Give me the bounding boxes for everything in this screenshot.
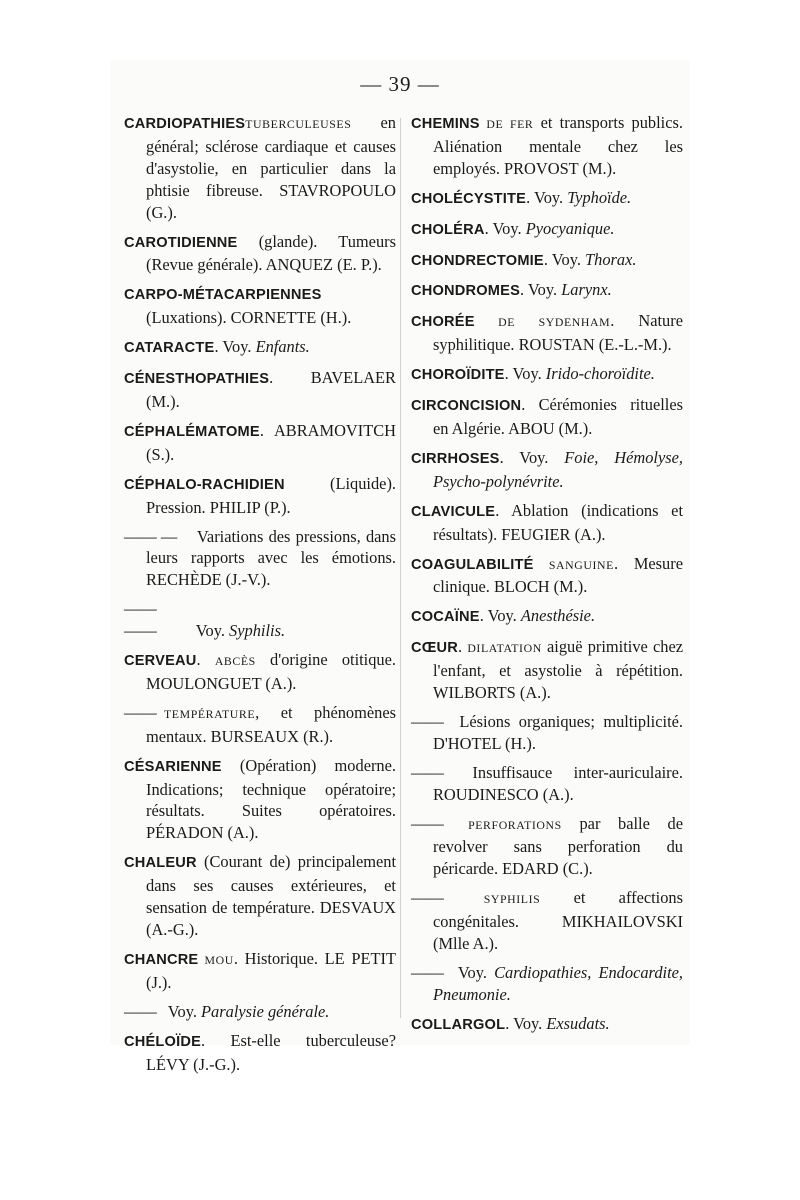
index-entry [411, 310, 683, 356]
entry-dash: —— —— [124, 599, 157, 641]
index-entry [124, 473, 396, 519]
entry-heading: CŒUR [411, 640, 459, 657]
entry-text: . Voy. [526, 187, 568, 207]
left-column [124, 112, 396, 1082]
entry-heading: CHEMINS [411, 116, 480, 132]
entry-dash: —— [411, 888, 444, 908]
entry-dash: —— [124, 1001, 157, 1021]
entry-crossref: Enfants. [255, 337, 310, 357]
entry-text: . Voy. [499, 447, 565, 467]
index-entry [411, 112, 683, 180]
crossref-italic [201, 1002, 329, 1021]
entry-text: en général; sclérose cardiaque et causes d'asystolie, en particulier dans la phtisie fibreuse. STAVROPOULO (G.). [146, 113, 396, 222]
entry-heading: CHALEUR [124, 855, 197, 872]
entry-text: Variations des pressions, dans leurs rapports avec les émotions. RECHÈDE (J.-V.). [146, 526, 396, 590]
entry-text: . Nature syphilitique. ROUSTAN (E.-L.-M.). [433, 311, 683, 355]
entry-heading: CHOLÉCYSTITE [411, 190, 527, 207]
crossref-italic [567, 188, 631, 207]
entry-heading: CARPO-MÉTACARPIENNES [124, 287, 322, 304]
entry-subheading: DE SYDENHAM [474, 315, 611, 330]
index-entry [124, 598, 396, 642]
index-entry [411, 249, 683, 273]
entry-text: aiguë primitive chez l'enfant, et asystolie à répétition. WILBORTS (A.). [433, 637, 683, 703]
index-entry [411, 813, 683, 881]
entry-subheading: DE FER [479, 117, 534, 131]
index-entry [124, 112, 396, 224]
index-entry [411, 279, 683, 303]
entry-heading: CHANCRE [124, 951, 199, 968]
entry-subheading: ABCÈS [214, 654, 256, 669]
entry-text: d'origine otitique. MOULONGUET (A.). [146, 650, 396, 693]
entry-text: . Est-elle tuberculeuse? LÉVY (J.-G.). [146, 1030, 396, 1074]
index-entry [411, 962, 683, 1006]
entry-subheading: MOU [198, 952, 234, 967]
entry-subheading: SANGUINE [533, 557, 614, 572]
entry-text: . BAVELAER (M.). [146, 368, 396, 411]
index-entry [124, 755, 396, 845]
index-entry [124, 948, 396, 994]
entry-text: . Voy. [504, 364, 546, 384]
entry-heading: CHOLÉRA [411, 221, 485, 238]
entry-text: . ABRAMOVITCH (S.). [146, 420, 396, 464]
entry-text: . Voy. [479, 606, 521, 626]
index-entry [411, 887, 683, 955]
index-entry [124, 1030, 396, 1076]
index-entry [411, 636, 683, 704]
entry-text: . Voy. [543, 249, 586, 269]
entry-heading: COAGULABILITÉ [411, 556, 534, 573]
index-entry [411, 762, 683, 806]
entry-dash: —— [411, 963, 444, 982]
entry-text: . Mesure clinique. BLOCH (M.). [433, 553, 683, 597]
entry-text: . Historique. LE PETIT (J.). [146, 948, 396, 992]
entry-dash: —— [411, 813, 444, 833]
index-entry [411, 1013, 683, 1037]
index-entry [411, 394, 683, 440]
index-entry [124, 1001, 396, 1023]
right-column [411, 112, 683, 1044]
entry-heading: CLAVICULE [411, 503, 496, 520]
index-entry [124, 283, 396, 329]
entry-text: Voy. [192, 621, 230, 641]
entry-text: Voy. [451, 963, 495, 982]
index-entry [124, 336, 396, 360]
entry-heading: CAROTIDIENNE [124, 234, 238, 251]
entry-crossref: Exsudats. [546, 1013, 610, 1033]
entry-heading: COCAÏNE [411, 609, 480, 626]
entry-heading: CÉPHALO-RACHIDIEN [124, 476, 285, 493]
entry-heading: CHONDROMES [411, 283, 521, 300]
entry-heading: CHONDRECTOMIE [411, 252, 544, 269]
entry-heading: CIRRHOSES [411, 450, 500, 467]
index-entry [411, 218, 683, 242]
entry-text: Lésions organiques; multiplicité. D'HOTEL (H.). [433, 711, 683, 753]
index-entry [124, 231, 396, 277]
entry-heading: CIRCONCISION [411, 398, 522, 415]
index-entry [411, 553, 683, 599]
entry-subheading: PERFORATIONS [451, 817, 562, 832]
entry-dash: —— — [124, 526, 178, 546]
crossref-italic [256, 337, 310, 356]
crossref-italic [546, 1014, 609, 1033]
crossref-italic [229, 621, 285, 640]
entry-crossref: Syphilis. [229, 621, 286, 641]
entry-dash: —— [124, 702, 157, 722]
entry-text: (Opération) moderne. Indications; technique opératoire; résultats. Suites opératoires. PÉRADON (A.). [146, 755, 396, 843]
entry-text: Voy. [164, 1001, 202, 1021]
entry-heading: CÉNESTHOPATHIES [124, 371, 270, 388]
entry-text: (Courant de) principalement dans ses causes extérieures, et sensation de température. DESVAUX (A.-G.). [146, 852, 396, 939]
entry-text: . Voy. [520, 280, 562, 300]
index-entry [411, 363, 683, 387]
entry-text: Insuffisauce inter-auriculaire. ROUDINESCO (A.). [433, 762, 683, 804]
entry-heading: COLLARGOL [411, 1016, 506, 1033]
entry-text: . [458, 637, 468, 657]
entry-heading: CHORÉE [411, 314, 475, 331]
entry-heading: CÉSARIENNE [124, 758, 222, 775]
entry-text: . Voy. [214, 337, 256, 357]
index-entry [411, 500, 683, 546]
entry-crossref: Foie, Hémolyse, Psycho-polynévrite. [433, 447, 683, 491]
index-entry [124, 702, 396, 748]
entry-crossref: Larynx. [561, 280, 612, 300]
entry-text: et affections congénitales. MIKHAILOVSKI (Mlle A.). [433, 888, 683, 954]
entry-subheading: SYPHILIS [451, 892, 541, 907]
entry-heading: CARDIOPATHIES [124, 116, 246, 132]
entry-text: (glande). Tumeurs (Revue générale). ANQUEZ (E. P.). [146, 231, 396, 275]
entry-subheading: DILATATION [467, 641, 542, 656]
crossref-italic [585, 250, 636, 269]
index-entry [411, 711, 683, 755]
entry-heading: CHOROÏDITE [411, 367, 505, 384]
entry-subheading: TUBERCULEUSES [245, 117, 352, 131]
entry-crossref: Cardiopathies, Endocardite, Pneumonie. [433, 963, 683, 1004]
entry-text: . Voy. [484, 218, 526, 238]
index-entry [124, 526, 396, 592]
crossref-italic [521, 606, 595, 625]
crossref-italic [561, 280, 612, 299]
index-entry [124, 420, 396, 466]
index-entry [124, 851, 396, 941]
entry-text: (Liquide). Pression. PHILIP (P.). [146, 473, 396, 517]
entry-text: . [196, 650, 215, 670]
entry-subheading: TEMPÉRATURE [164, 706, 256, 721]
entry-crossref: Typhoïde. [567, 187, 632, 207]
entry-heading: CATARACTE [124, 340, 215, 357]
entry-text: , et phénomènes mentaux. BURSEAUX (R.). [146, 702, 396, 746]
entry-dash: —— [411, 762, 444, 782]
entry-text: . Cérémonies rituelles en Algérie. ABOU (M.). [433, 395, 683, 438]
entry-text: par balle de revolver sans perforation du péricarde. EDARD (C.). [433, 813, 684, 879]
entry-heading: CÉPHALÉMATOME [124, 423, 260, 440]
crossref-italic [546, 364, 655, 383]
entry-crossref: Thorax. [585, 249, 637, 269]
entry-text: et transports publics. Aliénation mentale chez les employés. PROVOST (M.). [433, 113, 683, 178]
entry-heading: CHÉLOÏDE [124, 1033, 202, 1050]
entry-crossref: Anesthésie. [520, 606, 596, 626]
index-entry [124, 649, 396, 695]
entry-text: . Voy. [505, 1013, 547, 1033]
page-number: — 39 — [360, 72, 440, 96]
index-entry [411, 187, 683, 211]
entry-heading: CERVEAU [124, 653, 197, 670]
entry-crossref: Paralysie générale. [201, 1001, 330, 1021]
index-entry [124, 367, 396, 413]
index-entry [411, 447, 683, 493]
entry-text: (Luxations). CORNETTE (H.). [146, 308, 352, 328]
entry-crossref: Irido-choroïdite. [545, 364, 655, 384]
crossref-italic [526, 219, 615, 238]
column-divider [400, 118, 401, 1018]
entry-dash: —— [411, 711, 444, 731]
index-entry [411, 605, 683, 629]
entry-text: . Ablation (indications et résultats). FEUGIER (A.). [433, 500, 683, 544]
entry-crossref: Pyocyanique. [525, 218, 615, 238]
